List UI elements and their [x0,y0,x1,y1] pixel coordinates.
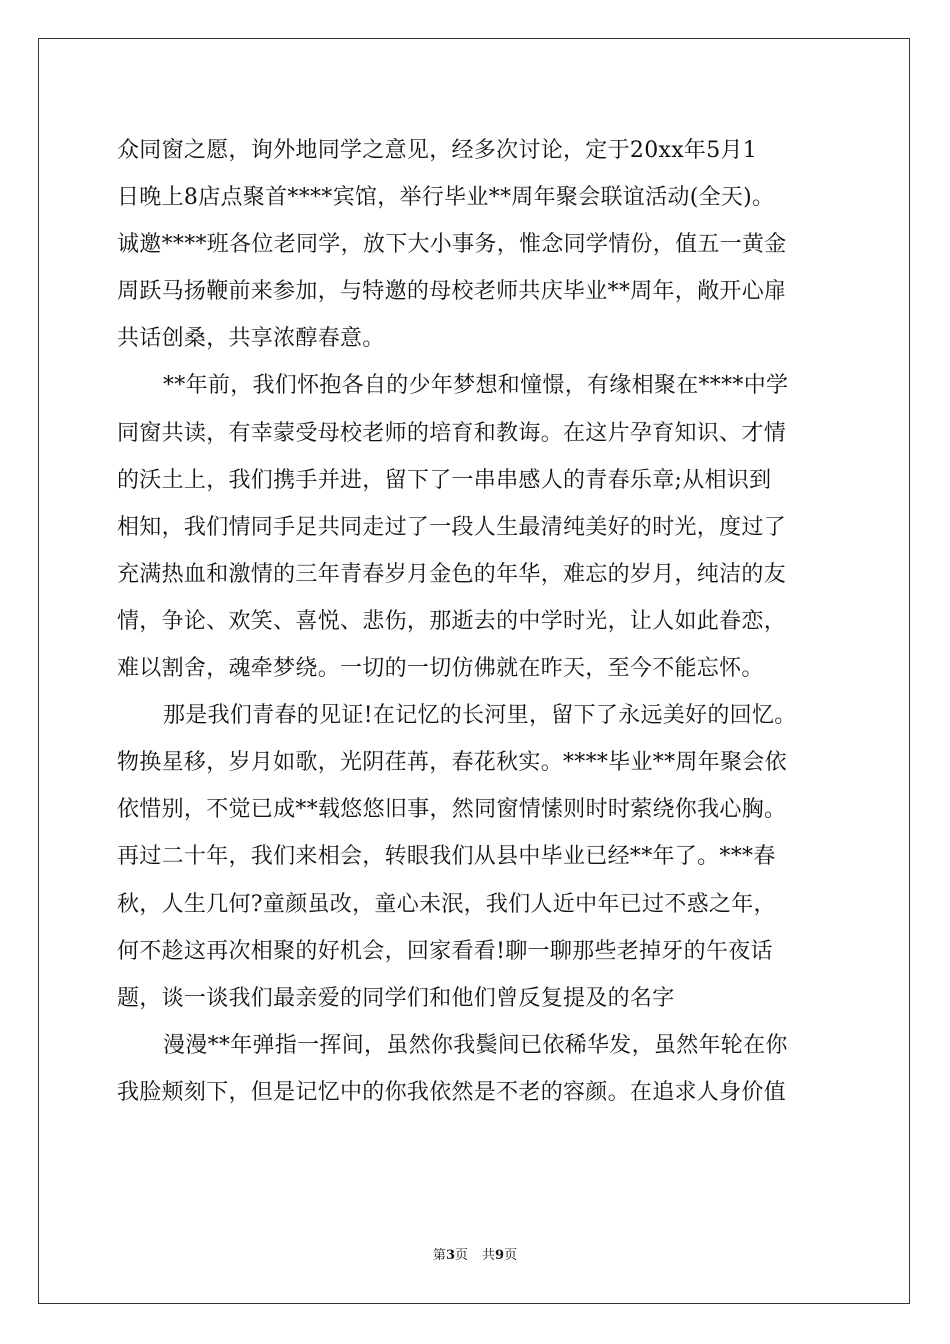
text-line: 同窗共读，有幸蒙受母校老师的培育和教诲。在这片孕育知识、才情 [117,420,787,446]
total-pages: 9 [495,1248,505,1263]
text-line: 的沃土上，我们携手并进，留下了一串串感人的青春乐章;从相识到 [117,467,772,493]
text-line: 充满热血和激情的三年青春岁月金色的年华，难忘的岁月，纯洁的友 [117,561,787,587]
text-line: 再过二十年，我们来相会，转眼我们从县中毕业已经**年了。***春 [117,844,776,870]
text-line: 依惜别，不觉已成**载悠悠旧事，然同窗情愫则时时萦绕你我心胸。 [117,797,787,823]
text-line: 日晚上8店点聚首****宾馆，举行毕业**周年聚会联谊活动(全天)。 [117,185,775,211]
text-line: 相知，我们情同手足共同走过了一段人生最清纯美好的时光，度过了 [117,514,787,540]
paragraph-start-line: **年前，我们怀抱各自的少年梦想和憧憬，有缘相聚在****中学 [163,373,789,399]
text-line: 周跃马扬鞭前来参加，与特邀的母校老师共庆毕业**周年，敞开心扉 [117,279,787,305]
page-footer [0,1246,950,1266]
text-line: 共话创桑，共享浓醇春意。 [117,326,385,352]
total-prefix: 共 [482,1248,496,1263]
paragraph-start-line: 漫漫**年弹指一挥间，虽然你我鬓间已依稀华发，虽然年轮在你 [163,1032,788,1058]
text-line: 物换星移，岁月如歌，光阴荏苒，春花秋实。****毕业**周年聚会依 [117,750,787,776]
text-line: 众同窗之愿，询外地同学之意见，经多次讨论，定于20xx年5月1 [117,138,758,163]
text-line: 题，谈一谈我们最亲爱的同学们和他们曾反复提及的名字 [117,985,675,1011]
paragraph-start-line: 那是我们青春的见证!在记忆的长河里，留下了永远美好的回忆。 [163,703,797,729]
page-prefix: 第 [432,1248,446,1263]
text-line: 难以割舍，魂牵梦绕。一切的一切仿佛就在昨天，至今不能忘怀。 [117,656,764,682]
page-number: 3 [445,1248,455,1263]
page-suffix: 页 [454,1248,468,1263]
text-line: 何不趁这再次相聚的好机会，回家看看!聊一聊那些老掉牙的午夜话 [117,938,773,964]
text-line: 我脸颊刻下，但是记忆中的你我依然是不老的容颜。在追求人身价值 [117,1079,787,1105]
text-line: 情，争论、欢笑、喜悦、悲伤，那逝去的中学时光，让人如此眷恋， [117,608,787,634]
total-suffix: 页 [504,1248,518,1263]
text-line: 秋，人生几何?童颜虽改，童心未泯，我们人近中年已过不惑之年， [117,891,776,917]
text-line: 诚邀****班各位老同学，放下大小事务，惟念同学情份，值五一黄金 [117,232,787,258]
document-body [117,127,837,1116]
